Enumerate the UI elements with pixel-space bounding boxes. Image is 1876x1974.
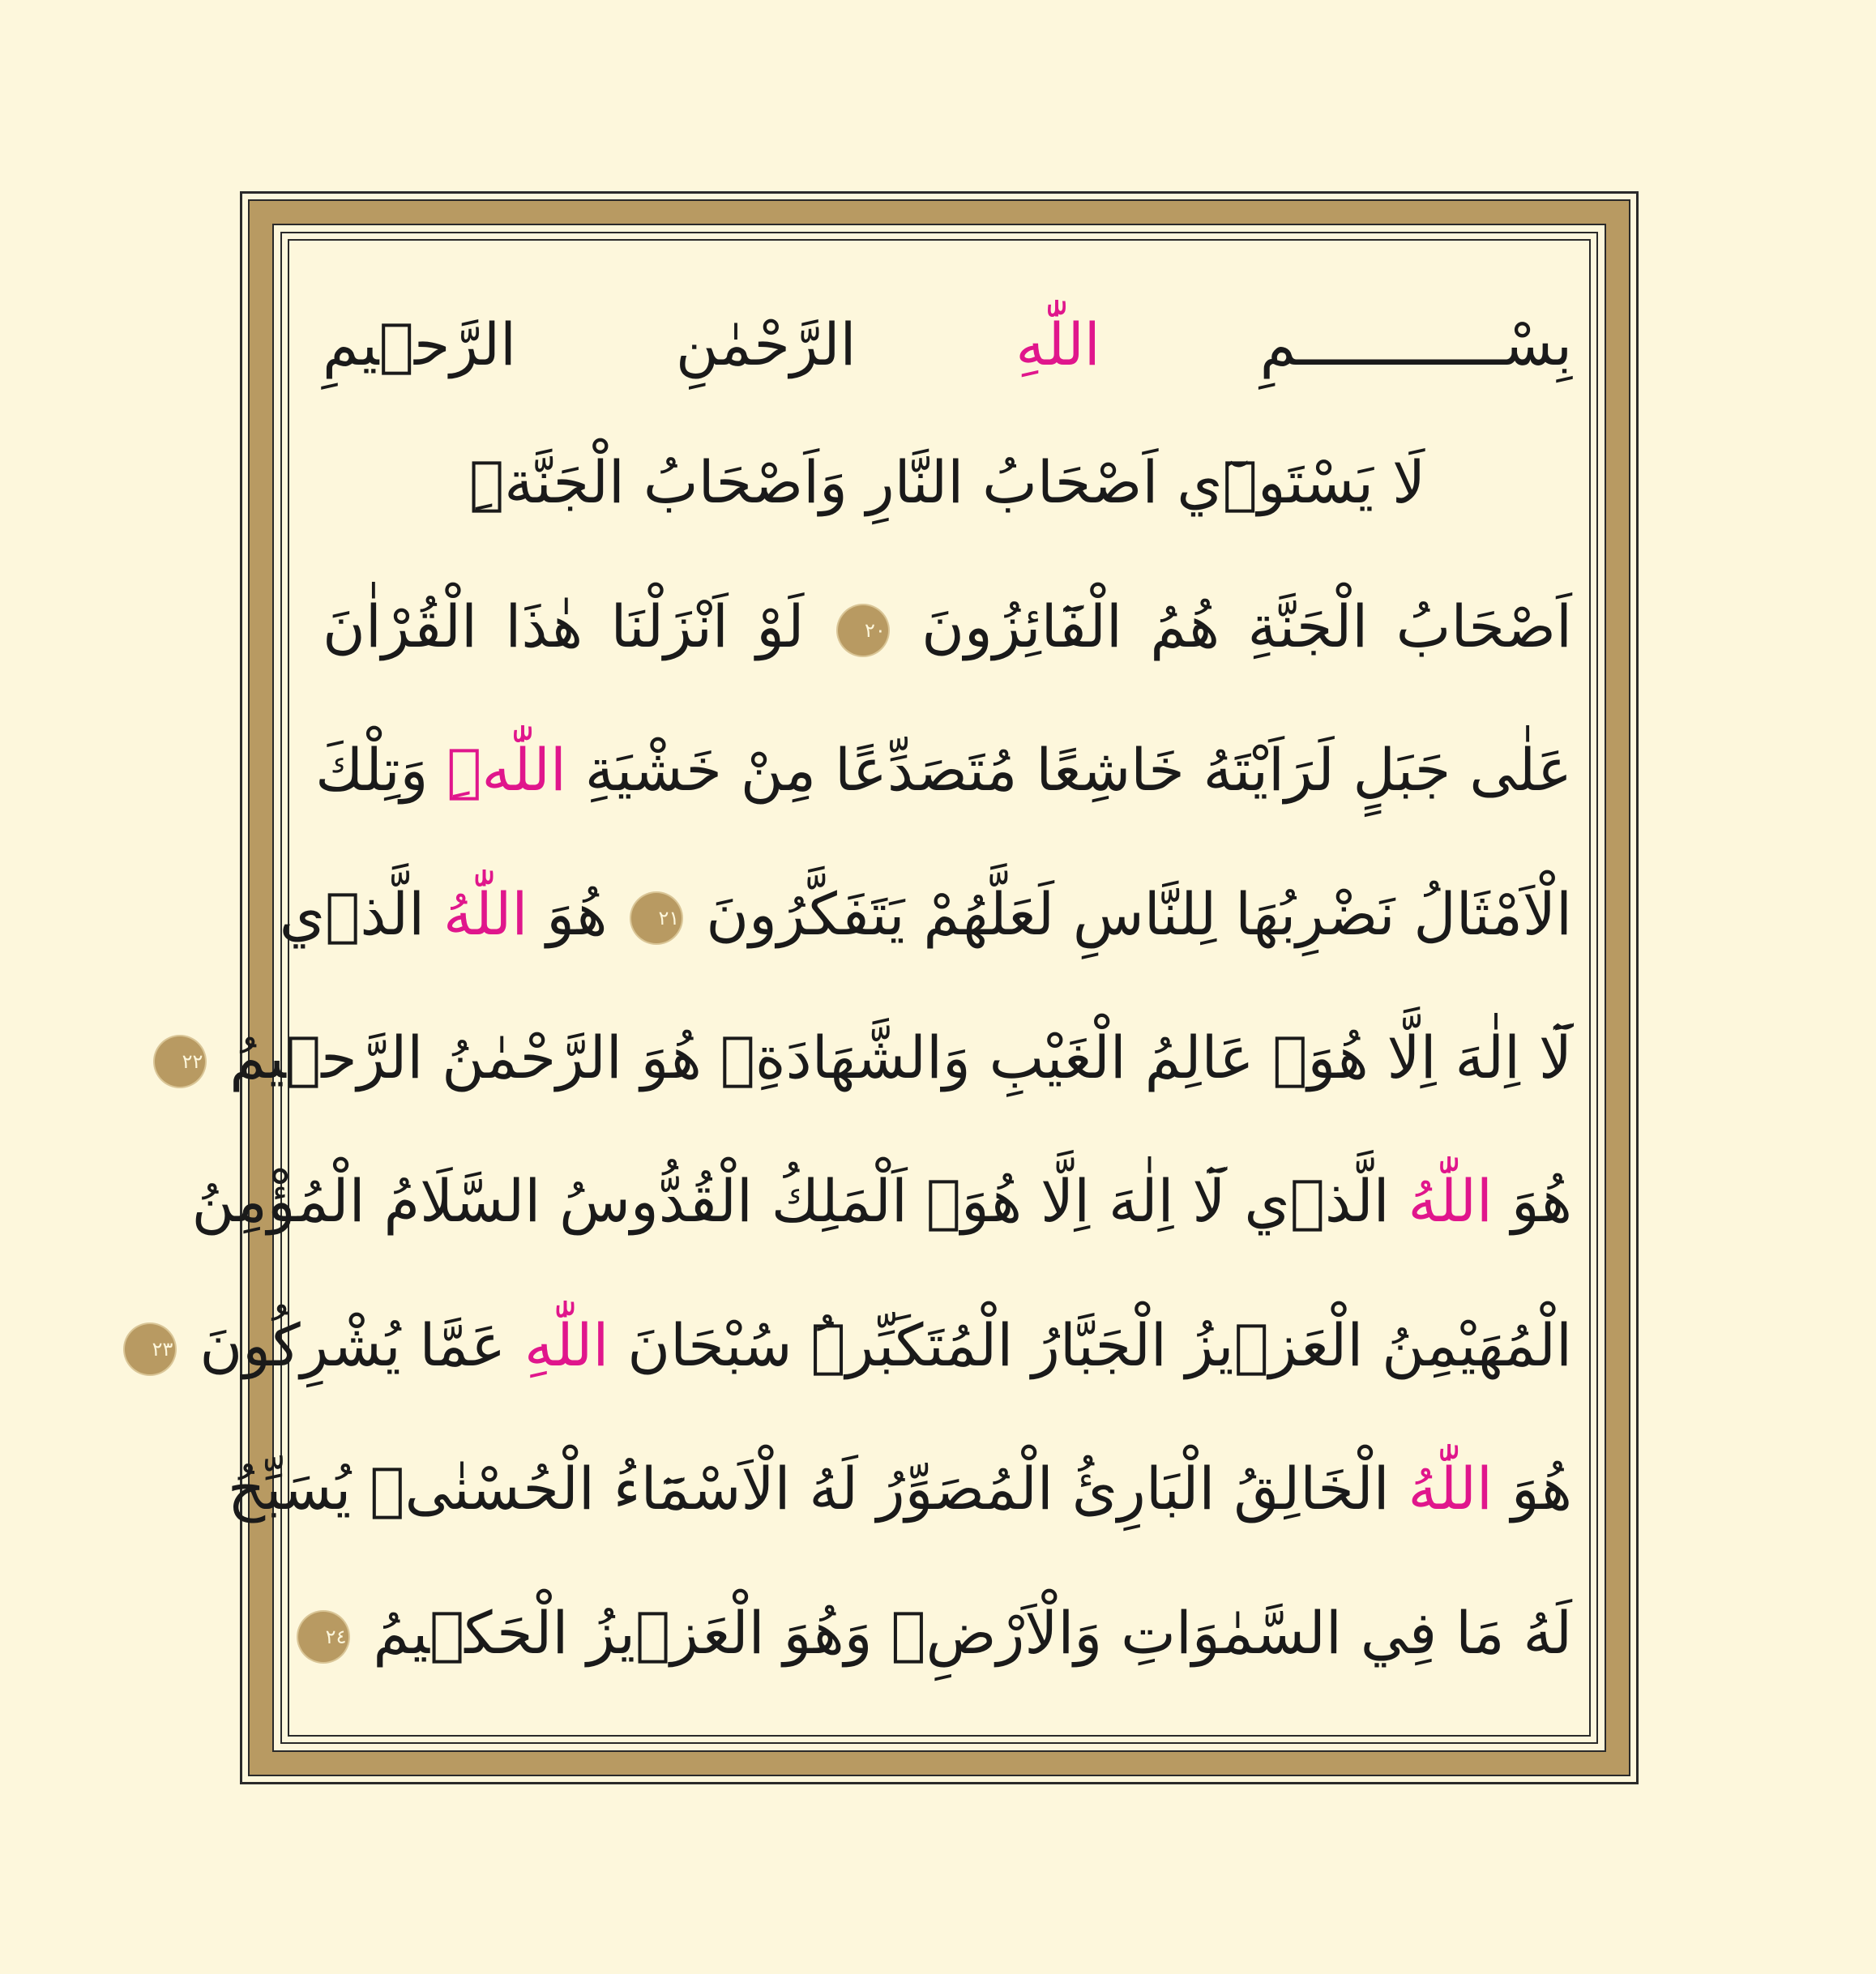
divine-name: اللّٰهُ [1408,1455,1493,1523]
verse-text: الَّذ۪ي لَٓا اِلٰهَ اِلَّا هُوَۚ اَلْمَلِكُ الْقُدُّوسُ السَّلَامُ الْمُؤْمِنُ [191,1167,1390,1235]
verse-text: هُوَ [1511,1455,1572,1523]
verse-text: وَتِلْكَ [315,736,429,804]
ayah-number-marker: ٢٢ [157,1039,203,1084]
verse-text: اَصْحَابُ الْجَنَّةِ هُمُ الْفَٓائِزُونَ [921,592,1572,660]
ayah-number-marker: ٢٠ [840,608,886,653]
verse-text: لَٓا اِلٰهَ اِلَّا هُوَۚ عَالِمُ الْغَيْبِ وَالشَّهَادَةِۚ هُوَ الرَّحْمٰنُ الرَّح۪يمُ [229,1023,1572,1092]
verse-line-1 [323,413,1572,551]
verse-text: هُوَ [1511,1167,1572,1235]
divine-name: اللّٰهُ [1408,1167,1493,1235]
verse-line-8 [227,1420,1572,1557]
verse-line-6 [191,1132,1572,1270]
divine-name: اللّٰهِ [523,1311,609,1379]
ayah-number-marker: ٢٣ [127,1327,173,1372]
verse-line-5 [182,989,1572,1126]
verse-text: الْاَمْثَالُ نَضْرِبُهَا لِلنَّاسِ لَعَلَّهُمْ يَتَفَكَّرُونَ [706,880,1572,948]
verse-line-4 [279,845,1572,983]
verse-text: عَلٰى جَبَلٍ لَرَاَيْتَهُ خَاشِعًا مُتَصَدِّعًا مِنْ خَشْيَةِ [584,736,1572,804]
verse-text: لَا يَسْتَو۪ٓي اَصْحَابُ النَّارِ وَاَصْحَابُ الْجَنَّةِۜ [468,448,1426,516]
verse-line-2 [323,558,1572,695]
verse-text: هُوَ [546,880,608,948]
verse-text: لَهُ مَا فِي السَّمٰوَاتِ وَالْاَرْضِۚ وَهُوَ الْعَز۪يزُ الْحَك۪يمُ [373,1599,1572,1667]
verse-line-7 [152,1276,1572,1414]
verse-line-3 [315,701,1572,839]
divine-name: اللّٰهِۜ [447,736,566,804]
verse-text: الْمُهَيْمِنُ الْعَز۪يزُ الْجَبَّارُ الْمُتَكَبِّرُۜ سُبْحَانَ [627,1311,1572,1379]
basmala-line [323,276,1572,413]
basmala-rahman-rahim: الرَّحْمٰنِ الرَّح۪يمِ [323,310,857,378]
verse-text: لَوْ اَنْزَلْنَا هٰذَا الْقُرْاٰنَ [323,592,805,660]
divine-name: اللّٰهُ [442,880,528,948]
divine-name: اللّٰهِ [1015,310,1100,378]
verse-text: الَّذ۪ي [279,880,425,948]
ayah-number-marker: ٢١ [634,895,679,941]
verse-line-9 [323,1564,1572,1702]
verse-text: عَمَّا يُشْرِكُونَ [199,1311,506,1379]
quran-text-block [152,276,1573,1726]
verse-text: الْخَالِقُ الْبَارِئُ الْمُصَوِّرُ لَهُ الْاَسْمَٓاءُ الْحُسْنٰىۜ يُسَبِّحُ [227,1455,1390,1523]
basmala-bismi: بِسْــــــــــــمِ [1259,310,1573,378]
ayah-number-marker: ٢٤ [301,1614,346,1660]
